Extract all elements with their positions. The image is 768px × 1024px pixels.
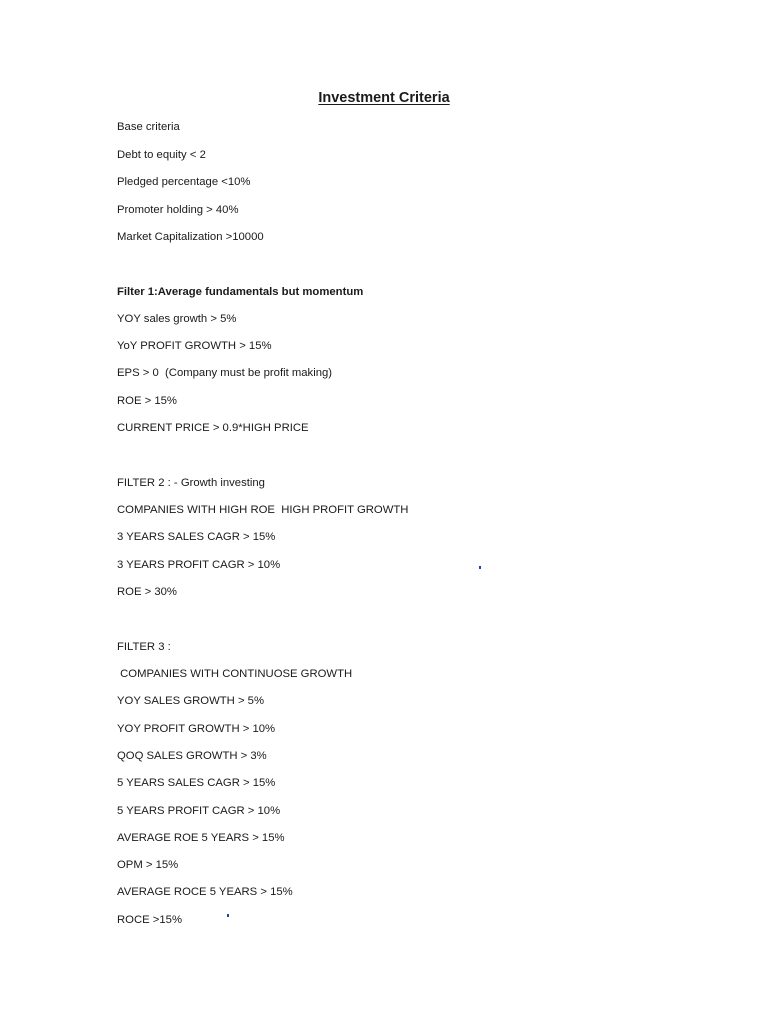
- filter2-heading: FILTER 2 : - Growth investing: [117, 477, 265, 489]
- ink-mark: [479, 566, 481, 569]
- filter3-item: AVERAGE ROE 5 YEARS > 15%: [117, 832, 285, 844]
- filter1-heading: Filter 1:Average fundamentals but momentum: [117, 286, 364, 298]
- filter3-item: QOQ SALES GROWTH > 3%: [117, 750, 267, 762]
- filter1-item: CURRENT PRICE > 0.9*HIGH PRICE: [117, 422, 309, 434]
- ink-mark: [227, 914, 229, 917]
- filter2-item: COMPANIES WITH HIGH ROE HIGH PROFIT GROWTH: [117, 504, 409, 516]
- filter3-item: 5 YEARS SALES CAGR > 15%: [117, 777, 276, 789]
- base-criteria-heading: Base criteria: [117, 121, 180, 133]
- filter3-heading: FILTER 3 :: [117, 641, 171, 653]
- document-title: Investment Criteria: [318, 90, 450, 106]
- base-criteria-item: Market Capitalization >10000: [117, 231, 264, 243]
- filter2-item: 3 YEARS PROFIT CAGR > 10%: [117, 559, 281, 571]
- filter1-item: YOY sales growth > 5%: [117, 313, 237, 325]
- filter1-item: EPS > 0 (Company must be profit making): [117, 367, 333, 379]
- filter3-item: COMPANIES WITH CONTINUOSE GROWTH: [117, 668, 353, 680]
- filter3-item: ROCE >15%: [117, 914, 182, 926]
- base-criteria-item: Debt to equity < 2: [117, 149, 206, 161]
- filter3-item: AVERAGE ROCE 5 YEARS > 15%: [117, 886, 293, 898]
- filter3-item: 5 YEARS PROFIT CAGR > 10%: [117, 805, 281, 817]
- filter2-item: ROE > 30%: [117, 586, 177, 598]
- base-criteria-item: Pledged percentage <10%: [117, 176, 251, 188]
- filter2-item: 3 YEARS SALES CAGR > 15%: [117, 531, 276, 543]
- filter3-item: YOY PROFIT GROWTH > 10%: [117, 723, 276, 735]
- base-criteria-item: Promoter holding > 40%: [117, 204, 239, 216]
- filter3-item: YOY SALES GROWTH > 5%: [117, 695, 265, 707]
- filter1-item: YoY PROFIT GROWTH > 15%: [117, 340, 272, 352]
- filter1-item: ROE > 15%: [117, 395, 177, 407]
- filter3-item: OPM > 15%: [117, 859, 179, 871]
